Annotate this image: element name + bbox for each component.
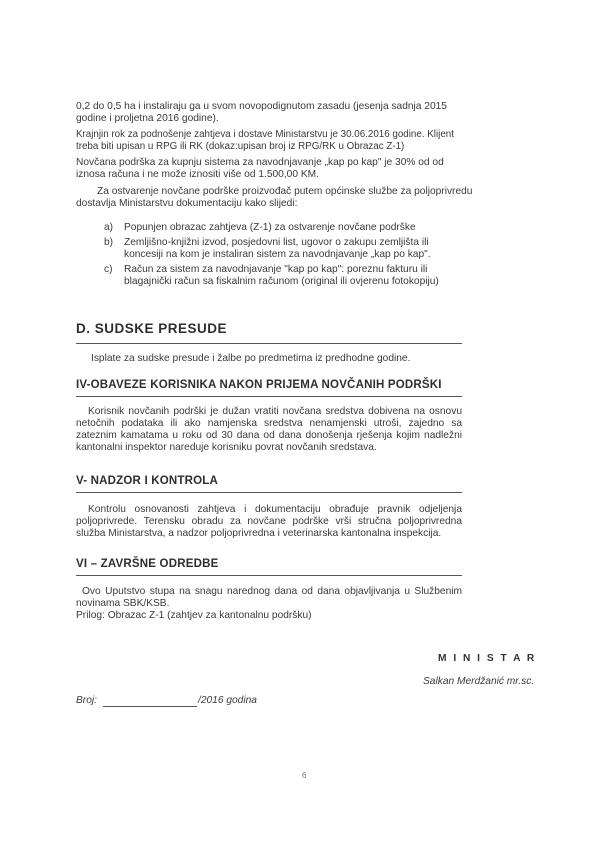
section-v-heading: V- NADZOR I KONTROLA (76, 475, 218, 487)
intro-line-2: godine i proljetna 2016 godine). (76, 113, 219, 124)
divider (76, 396, 462, 397)
list-item (104, 222, 464, 234)
list-item-text: Račun za sistem za navodnjavanje "kap po kap": poreznu fakturu ili blagajnički račun sa fiskalnim računom (original ili ovjerenu fotokopiju) (124, 264, 439, 287)
broj-suffix: /2016 godina (198, 695, 257, 706)
section-iv-heading: IV-OBAVEZE KORISNIKA NAKON PRIJEMA NOVČANIH PODRŠKI (76, 379, 442, 391)
section-v-body: Kontrolu osnovanosti zahtjeva i dokumentaciju obrađuje pravnik odjeljenja poljoprivrede. Terensku obradu za novčane podrške vrši stručna poljoprivredna služba Ministarstva, a nadzor poljoprivredna i veterinarska kantonalna inspekcija. (76, 504, 462, 539)
support-line-1: Novčana podrška za kupnju sistema za navodnjavanje „kap po kap" je 30% od od (76, 157, 444, 168)
list-marker: a) (104, 222, 114, 233)
section-d-body: Isplate za sudske presude i žalbe po predmetima iz predhodne godine. (91, 353, 411, 364)
divider (76, 343, 462, 344)
divider (76, 492, 462, 493)
section-d-heading: D. SUDSKE PRESUDE (76, 321, 228, 336)
deadline-line-1: Krajnjin rok za podnošenje zahtjeva i dostave Ministarstvu je 30.06.2016 godine. Klijent (76, 129, 454, 140)
list-item-text: Popunjen obrazac zahtjeva (Z-1) za ostvarenje novčane podrške (124, 222, 416, 233)
deadline-line-2: treba biti upisan u RPG ili RK (dokaz:upisan broj iz RPG/RK u Obrazac Z-1) (76, 141, 405, 152)
signature-title: M I N I S T A R (438, 653, 537, 664)
section-iv-body: Korisnik novčanih podrški je dužan vratiti novčana sredstva dobivena na osnovu netočnih podataka ili ako namjenska sredstva nenamjenski utroši, zajedno sa zateznim kamatama u roku od 30 dana od dana donošenja rješenja kojim nadležni kantonalni inspektor nareduje korisniku povrat novčanih sredstava. (76, 406, 462, 453)
divider (76, 575, 462, 576)
section-vi-body: Ovo Uputstvo stupa na snagu narednog dana od dana objavljivanja u Službenim novinama SBK/KSB. (76, 586, 462, 609)
docs-line-2: dostavlja Ministarstvu dokumentaciju kako slijedi: (76, 198, 298, 209)
list-item (104, 237, 464, 261)
broj-label: Broj: (76, 695, 97, 706)
page-number: 6 (302, 771, 307, 780)
list-item (104, 264, 464, 288)
list-marker: c) (104, 264, 113, 275)
signature-name: Salkan Merdžanić mr.sc. (423, 676, 535, 687)
docs-line-1: Za ostvarenje novčane podrške proizvođač putem općinske službe za poljoprivredu (97, 186, 473, 197)
attachment-line: Prilog: Obrazac Z-1 (zahtjev za kantonalnu podršku) (76, 610, 312, 621)
broj-fill-line (103, 706, 197, 707)
intro-line-1: 0,2 do 0,5 ha i instaliraju ga u svom novopodignutom zasadu (jesenja sadnja 2015 (76, 101, 447, 112)
section-vi-heading: VI – ZAVRŠNE ODREDBE (76, 558, 219, 570)
list-item-text: Zemljišno-knjižni izvod, posjedovni list, ugovor o zakupu zemljišta ili koncesiji na kom je instaliran sistem za navodnjavanje „kap po kap". (124, 237, 431, 260)
list-marker: b) (104, 237, 114, 248)
documentation-list (104, 222, 464, 288)
support-line-2: iznosa računa i ne može iznositi više od 1.500,00 KM. (76, 169, 319, 180)
